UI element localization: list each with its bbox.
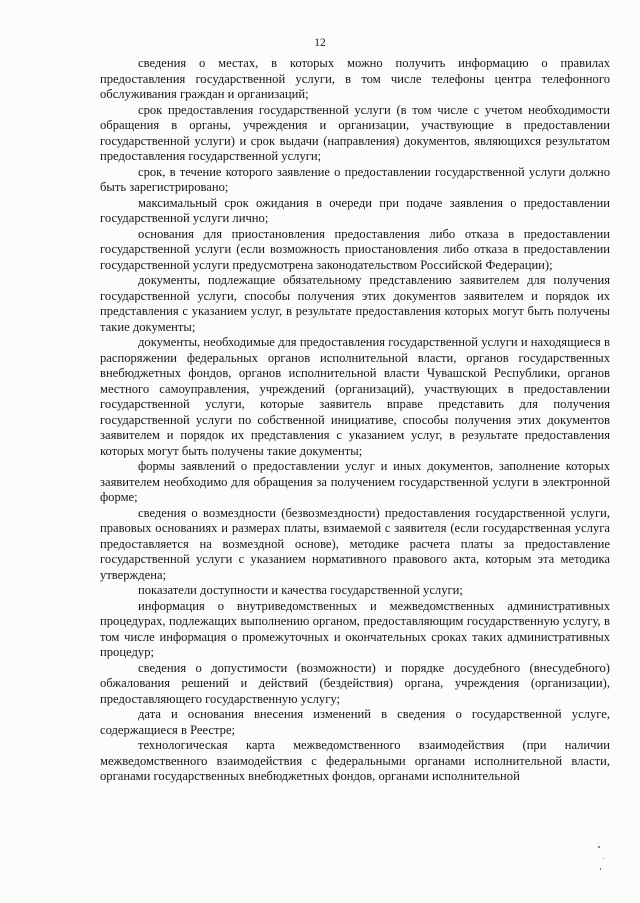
paragraph-info-locations: сведения о местах, в которых можно получить информацию о правилах предоставления государственной услуги, в том числе телефоны центра телефонного обслуживания граждан и организаций; — [100, 56, 610, 101]
paragraph-quality-indicators: показатели доступности и качества государственной услуги; — [138, 583, 463, 597]
scan-speck — [600, 868, 601, 870]
paragraph-suspension-grounds: основания для приостановления предоставления либо отказа в предоставлении государственной услуги (если возможность приостановления либо отказа в предоставлении государственной услуги предусмотрена законодательством Российской Федерации); — [100, 226, 610, 272]
paragraph-registration-term: срок, в течение которого заявление о предоставлении государственной услуги должно быть зарегистрировано; — [100, 164, 610, 194]
paragraph-queue-wait: максимальный срок ожидания в очереди при подаче заявления о предоставлении государственной услуги лично; — [100, 195, 610, 225]
paragraph-registry-changes: дата и основания внесения изменений в сведения о государственной услуге, содержащиеся в Реестре; — [100, 707, 610, 737]
paragraph-payment-info: сведения о возмездности (безвозмездности) предоставления государственной услуги, правовых основаниях и размерах платы, взимаемой с заявителя (если государственная услуга предоставляется на возмездной основе), методике расчета платы за предоставление государственной услуги с указанием нормативного правового акта, которым эта методика утверждена; — [100, 505, 610, 582]
paragraph-tech-map: технологическая карта межведомственного взаимодействия (при наличии межведомственного взаимодействия с федеральными органами исполнительной власти, органами государственных внебюджетных фондов, органами исполнительной — [100, 738, 610, 783]
document-body — [100, 56, 610, 785]
paragraph-admin-procedures: информация о внутриведомственных и межведомственных административных процедурах, подлежащих выполнению органом, предоставляющим государственную услугу, в том числе информация о промежуточных и окончательных сроках таких административных процедур; — [100, 598, 610, 659]
paragraph-application-forms: формы заявлений о предоставлении услуг и иных документов, заполнение которых заявителем необходимо для обращения за получением государственной услуги в электронной форме; — [100, 459, 610, 504]
page-number: 12 — [314, 37, 326, 49]
scan-speck — [603, 858, 604, 859]
paragraph-service-term: срок предоставления государственной услуги (в том числе с учетом необходимости обращения в органы, учреждения и организации, участвующие в предоставлении государственной услуги) и срок выдачи (направления) документов, являющихся результатом предоставления государственной услуги; — [100, 102, 610, 163]
paragraph-agency-documents: документы, необходимые для предоставления государственной услуги и находящиеся в распоряжении федеральных органов исполнительной власти, органов государственных внебюджетных фондов, органов исполнительной власти Чувашской Республики, органов местного самоуправления, учреждений (организаций), участвующих в предоставлении государственной услуги, которые заявитель вправе представить для получения государственной услуги по собственной инициативе, способы получения этих документов заявителем и порядок их представления с указанием услуг, в результате предоставления которых могут быть получены такие документы; — [100, 335, 610, 458]
paragraph-mandatory-documents: документы, подлежащие обязательному представлению заявителем для получения государственной услуги, способы получения этих документов заявителем и порядок их представления с указанием услуг, в результате предоставления которых могут быть получены такие документы; — [100, 273, 610, 334]
paragraph-appeal-procedure: сведения о допустимости (возможности) и порядке досудебного (внесудебного) обжалования решений и действий (бездействия) органа, учреждения (организации), предоставляющего государственную услугу; — [100, 660, 610, 706]
scan-speck — [598, 846, 600, 848]
